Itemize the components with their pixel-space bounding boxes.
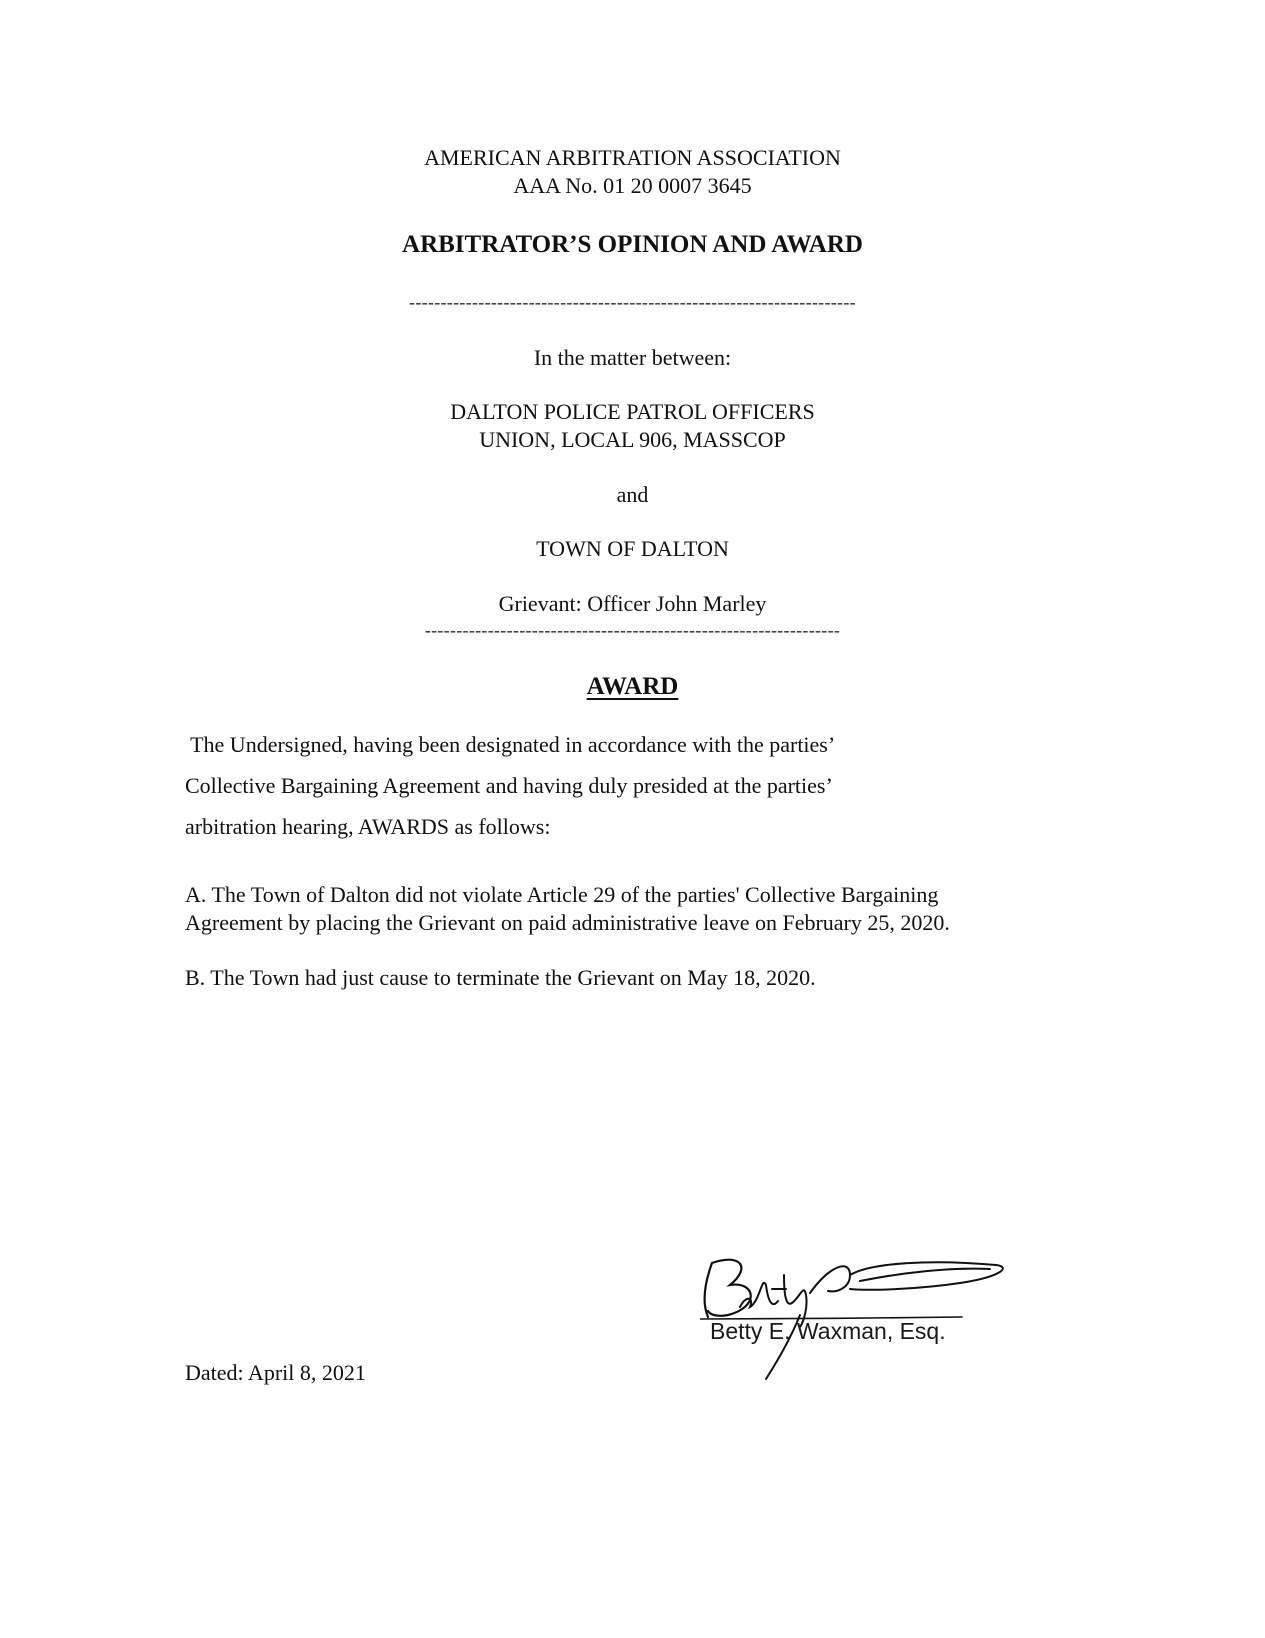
award-item-b: B. The Town had just cause to terminate the Grievant on May 18, 2020.	[185, 965, 816, 990]
award-item-a-line-1: A. The Town of Dalton did not violate Article 29 of the parties' Collective Bargaining	[185, 882, 939, 907]
conjunction: and	[616, 482, 649, 507]
party1-line1: DALTON POLICE PATROL OFFICERS	[450, 399, 815, 424]
award-intro-line-3: arbitration hearing, AWARDS as follows:	[185, 814, 551, 839]
top-separator: -----------------------------------------------------------------------	[409, 292, 856, 312]
dated-line: Dated: April 8, 2021	[185, 1360, 366, 1385]
case-number: AAA No. 01 20 0007 3645	[513, 173, 752, 198]
organization-name: AMERICAN ARBITRATION ASSOCIATION	[424, 145, 841, 170]
signature-stroke-flourish	[810, 1262, 1003, 1293]
award-item-a-line-2: Agreement by placing the Grievant on paid administrative leave on February 25, 2020.	[185, 910, 950, 935]
document-title: ARBITRATOR’S OPINION AND AWARD	[402, 231, 863, 258]
party2: TOWN OF DALTON	[536, 536, 729, 561]
matter-intro: In the matter between:	[533, 345, 732, 370]
award-intro-line-1: The Undersigned, having been designated in accordance with the parties’	[185, 732, 836, 757]
grievant-line: Grievant: Officer John Marley	[498, 591, 767, 616]
bottom-separator: ------------------------------------------------------------------	[424, 620, 841, 640]
party1-line2: UNION, LOCAL 906, MASSCOP	[479, 427, 786, 452]
signatory-name: Betty E. Waxman, Esq.	[710, 1318, 946, 1344]
signature-stroke-b	[705, 1260, 751, 1317]
award-intro-line-2: Collective Bargaining Agreement and having duly presided at the parties’	[185, 773, 833, 798]
award-heading: AWARD	[586, 673, 679, 700]
